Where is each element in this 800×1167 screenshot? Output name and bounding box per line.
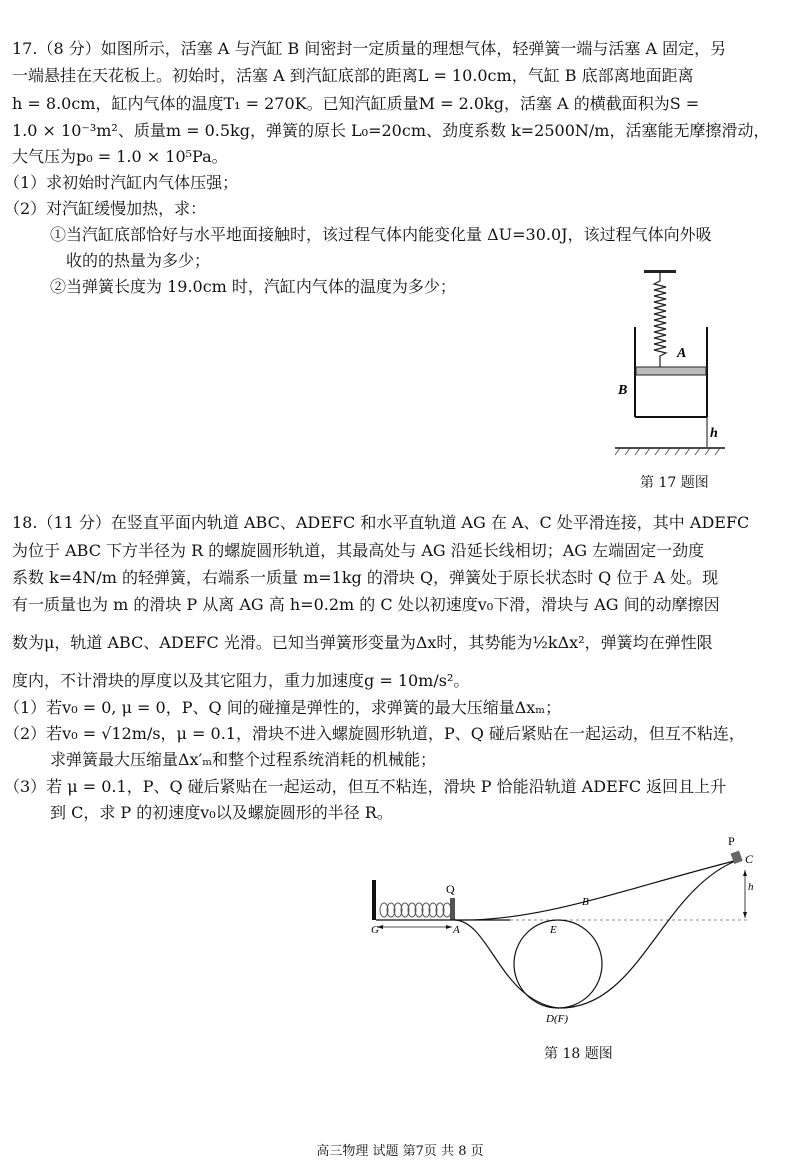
label-p: P <box>728 834 735 848</box>
track-fc <box>558 860 738 1008</box>
q18-part-3: （3）若 μ = 0.1，P、Q 碰后紧贴在一起运动，但互不粘连，滑块 P 恰能沿轨道 ADEFC 返回且上升 <box>4 777 727 796</box>
ground-hatch <box>615 448 720 455</box>
q17-line-2: 一端悬挂在天花板上。初始时，活塞 A 到汽缸底部的距离L = 10.0cm，气缸 B 底部离地面距离 <box>12 66 694 85</box>
label-c: C <box>745 852 754 866</box>
label-e: E <box>550 924 557 936</box>
page-footer: 高三物理 试题 第7页 共 8 页 <box>316 1144 484 1159</box>
q18-line-5: 数为μ，轨道 ABC、ADEFC 光滑。已知当弹簧形变量为Δx时，其势能为½kΔx²，弹簧均在弹性限 <box>12 633 713 652</box>
figure-18 <box>360 830 760 1030</box>
q17-part-2: （2）对汽缸缓慢加热，求： <box>4 199 207 218</box>
label-q: Q <box>446 882 455 896</box>
q17-part-1: （1）求初始时汽缸内气体压强； <box>4 173 239 192</box>
track-abc <box>455 860 738 920</box>
q18-line-3: 系数 k=4N/m 的轻弹簧，右端系一质量 m=1kg 的滑块 Q，弹簧处于原长状态时 Q 位于 A 处。现 <box>12 568 719 587</box>
q17-line-1: 17.（8 分）如图所示，活塞 A 与汽缸 B 间密封一定质量的理想气体，轻弹簧一端与活塞 A 固定，另 <box>12 39 727 58</box>
label-h: h <box>710 426 718 441</box>
label-b: B <box>618 383 628 398</box>
q18-line-4: 有一质量也为 m 的滑块 P 从离 AG 高 h=0.2m 的 C 处以初速度v₀下滑，滑块与 AG 间的动摩擦因 <box>12 595 720 614</box>
spring <box>654 273 666 367</box>
label-a: A <box>677 346 687 361</box>
ceiling <box>644 270 676 273</box>
q18-part-2: （2）若v₀ = √12m/s，μ = 0.1，滑块不进入螺旋圆形轨道，P、Q 碰后紧贴在一起运动，但互不粘连， <box>4 724 745 743</box>
label-df: D(F) <box>546 1013 568 1025</box>
figure-18-caption: 第 18 题图 <box>544 1046 613 1062</box>
q18-part-3b: 到 C，求 P 的初速度v₀以及螺旋圆形的半径 R。 <box>50 803 393 822</box>
label-b: B <box>582 896 589 908</box>
label-g: G <box>371 924 379 936</box>
q17-sub-1b: 收的的热量为多少； <box>66 251 211 270</box>
q18-part-2b: 求弹簧最大压缩量Δx′ₘ和整个过程系统消耗的机械能； <box>50 750 437 769</box>
q17-sub-2: ②当弹簧长度为 19.0cm 时，汽缸内气体的温度为多少； <box>50 277 456 296</box>
figure-17-caption: 第 17 题图 <box>640 475 709 491</box>
q17-line-5: 大气压为p₀ = 1.0 × 10⁵Pa。 <box>12 147 228 166</box>
q18-part-1: （1）若v₀ = 0, μ = 0，P、Q 间的碰撞是弹性的，求弹簧的最大压缩量Δxₘ； <box>4 698 562 717</box>
label-h: h <box>748 881 754 893</box>
q18-line-1: 18.（11 分）在竖直平面内轨道 ABC、ADEFC 和水平直轨道 AG 在 A、C 处平滑连接，其中 ADEFC <box>12 513 750 532</box>
block-q <box>450 898 455 920</box>
q18-line-2: 为位于 ABC 下方半径为 R 的螺旋圆形轨道，其最高处与 AG 沿延长线相切；AG 左端固定一劲度 <box>12 541 705 560</box>
q17-sub-1a: ①当汽缸底部恰好与水平地面接触时，该过程气体内能变化量 ΔU=30.0J，该过程气体向外吸 <box>50 225 712 244</box>
q17-line-4: 1.0 × 10⁻³m²、质量m = 0.5kg，弹簧的原长 L₀=20cm、劲度系数 k=2500N/m，活塞能无摩擦滑动， <box>12 121 770 140</box>
track-ad <box>455 920 558 1008</box>
label-a: A <box>453 924 460 936</box>
q17-line-3: h = 8.0cm，缸内气体的温度T₁ = 270K。已知汽缸质量M = 2.0kg，活塞 A 的横截面积为S = <box>12 94 700 113</box>
piston-a <box>636 367 706 375</box>
figure-17 <box>600 265 740 465</box>
wall <box>372 880 376 920</box>
spring <box>380 903 451 917</box>
q18-line-6: 度内，不计滑块的厚度以及其它阻力，重力加速度g = 10m/s²。 <box>12 671 470 690</box>
